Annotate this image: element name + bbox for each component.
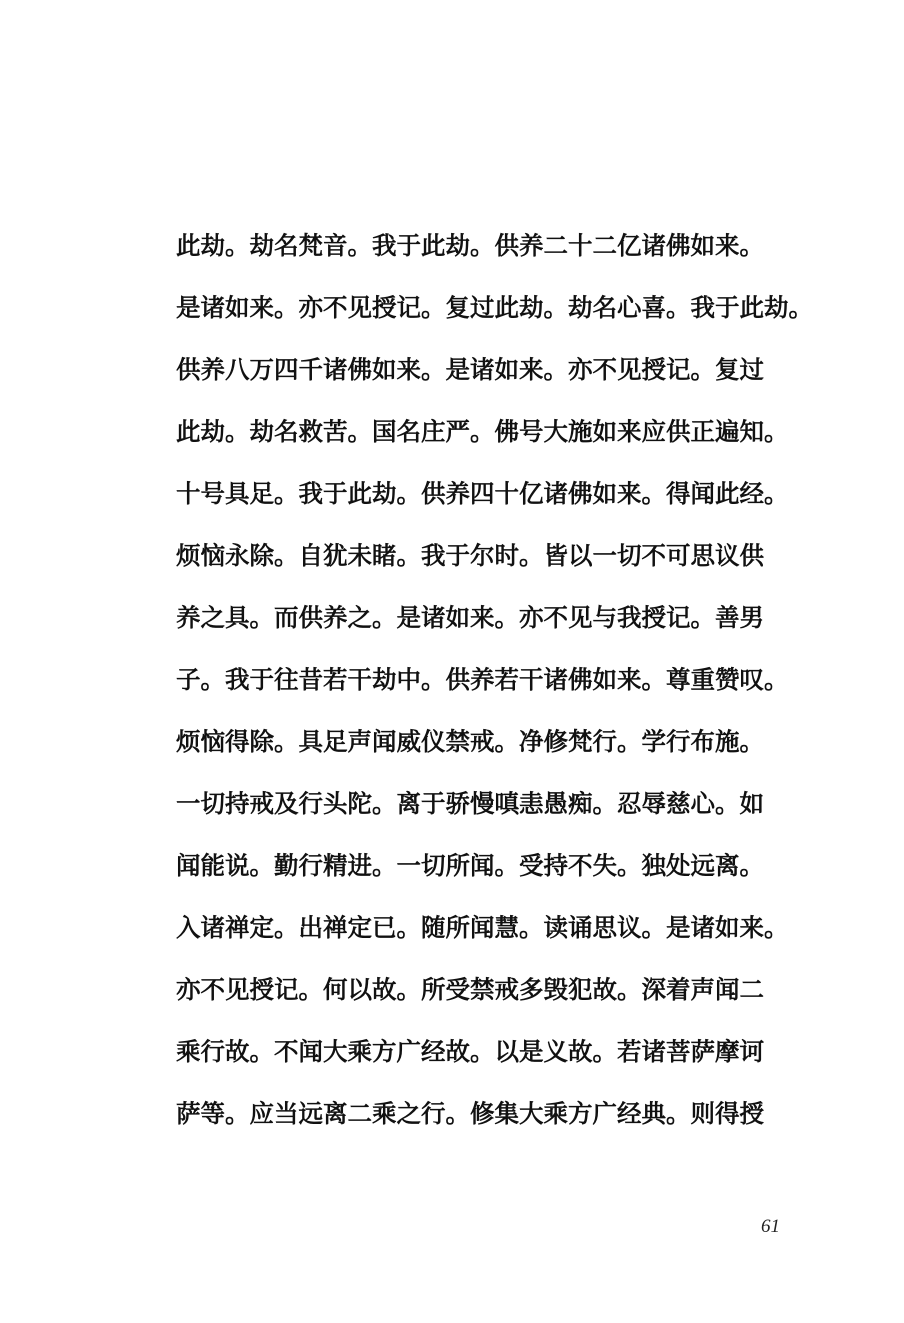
text-line: 烦恼得除。具足声闻威仪禁戒。净修梵行。学行布施。 (176, 727, 764, 756)
page-number: 61 (761, 1216, 780, 1237)
text-line: 是诸如来。亦不见授记。复过此劫。劫名心喜。我于此劫。 (176, 293, 813, 322)
text-line: 十号具足。我于此劫。供养四十亿诸佛如来。得闻此经。 (176, 479, 789, 508)
text-line: 烦恼永除。自犹未睹。我于尔时。皆以一切不可思议供 (176, 541, 764, 570)
text-line: 乘行故。不闻大乘方广经故。以是义故。若诸菩萨摩诃 (176, 1037, 764, 1066)
text-line: 此劫。劫名梵音。我于此劫。供养二十二亿诸佛如来。 (176, 231, 764, 260)
text-line: 养之具。而供养之。是诸如来。亦不见与我授记。善男 (176, 603, 764, 632)
text-line: 萨等。应当远离二乘之行。修集大乘方广经典。则得授 (176, 1099, 764, 1128)
text-line: 子。我于往昔若干劫中。供养若干诸佛如来。尊重赞叹。 (176, 665, 789, 694)
body-text (176, 226, 813, 1156)
text-line: 亦不见授记。何以故。所受禁戒多毁犯故。深着声闻二 (176, 975, 764, 1004)
text-line: 此劫。劫名救苦。国名庄严。佛号大施如来应供正遍知。 (176, 417, 789, 446)
text-line: 供养八万四千诸佛如来。是诸如来。亦不见授记。复过 (176, 355, 764, 384)
text-line: 一切持戒及行头陀。离于骄慢嗔恚愚痴。忍辱慈心。如 (176, 789, 764, 818)
text-line: 入诸禅定。出禅定已。随所闻慧。读诵思议。是诸如来。 (176, 913, 789, 942)
text-line: 闻能说。勤行精进。一切所闻。受持不失。独处远离。 (176, 851, 764, 880)
